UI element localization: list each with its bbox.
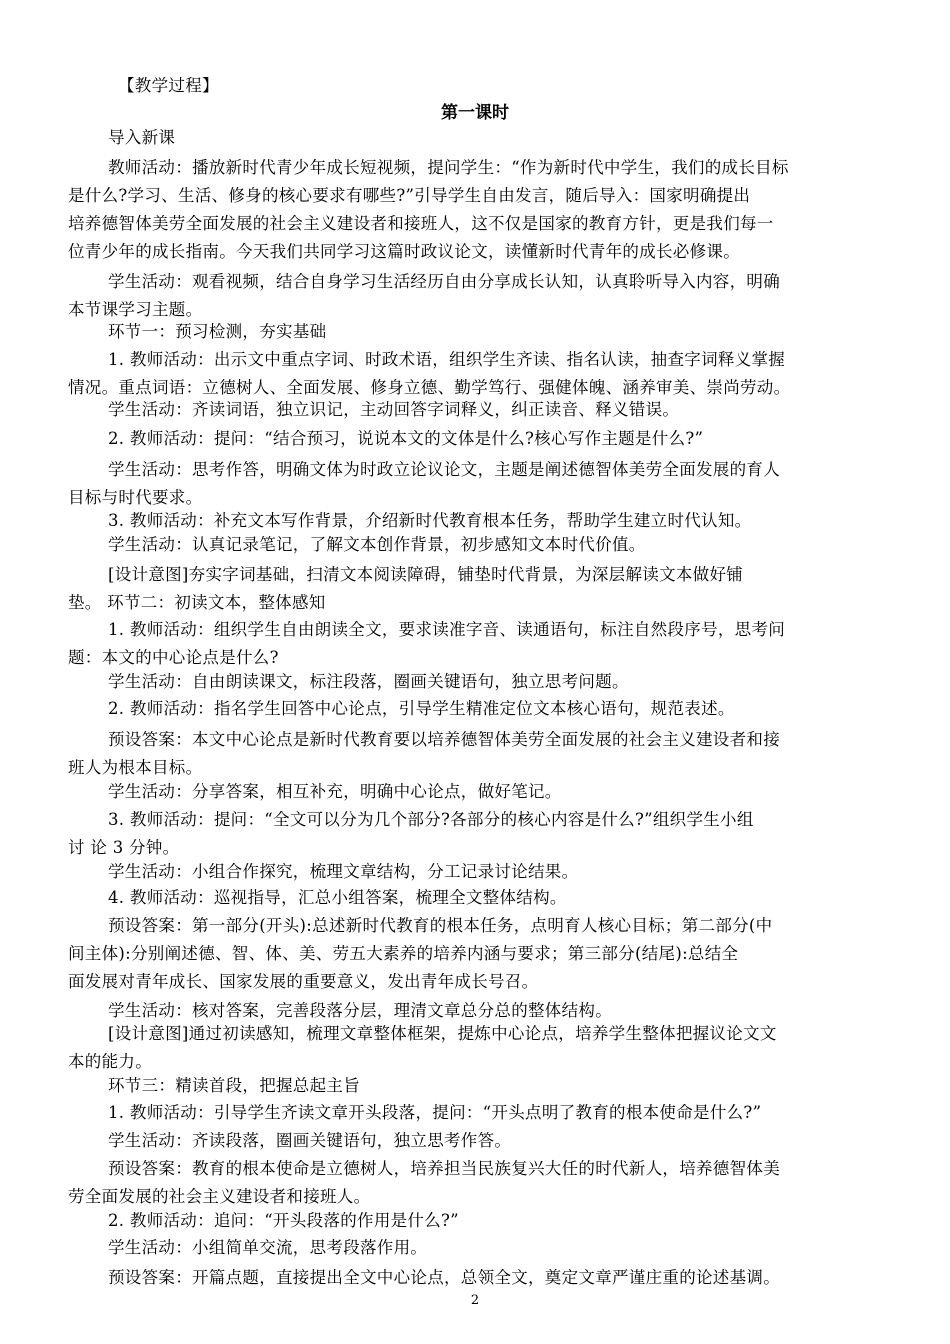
body-line: 环节一：预习检测，夯实基础: [108, 322, 327, 341]
body-line: 面发展对青年成长、国家发展的重要意义，发出青年成长号召。: [68, 972, 539, 991]
body-line: 学生活动：核对答案，完善段落分层，理清文章总分总的整体结构。: [108, 1001, 612, 1020]
body-line: 教师活动：播放新时代青少年成长短视频，提问学生：“作为新时代中学生，我们的成长目标: [108, 158, 789, 177]
body-line: 2. 教师活动：提问：“结合预习，说说本文的文体是什么?核心写作主题是什么?”: [108, 429, 704, 448]
body-line: 2. 教师活动：追问：“开头段落的作用是什么?”: [108, 1211, 459, 1230]
body-line: [设计意图]通过初读感知，梳理文章整体框架，提炼中心论点，培养学生整体把握议论文文: [108, 1024, 777, 1043]
page-number: 2: [470, 1293, 480, 1308]
body-line: 位青少年的成长指南。今天我们共同学习这篇时政议论文，读懂新时代青年的成长必修课。: [68, 242, 740, 261]
body-line: 3. 教师活动：补充文本写作背景，介绍新时代教育根本任务，帮助学生建立时代认知。: [108, 511, 752, 530]
body-line: 学生活动：自由朗读课文，标注段落，圈画关键语句，独立思考问题。: [108, 672, 629, 691]
body-line: 4. 教师活动：巡视指导，汇总小组答案，梳理全文整体结构。: [108, 888, 567, 907]
body-line: 预设答案：第一部分(开头):总述新时代教育的根本任务，点明育人核心目标；第二部分(中: [108, 916, 773, 935]
body-line: 导入新课: [108, 128, 176, 147]
body-line: 本节课学习主题。: [68, 300, 203, 319]
body-line: 1. 教师活动：组织学生自由朗读全文，要求读准字音、读通语句，标注自然段序号，思考问: [108, 620, 786, 639]
body-line: 讨 论 3 分钟。: [68, 838, 180, 857]
body-line: 是什么?学习、生活、修身的核心要求有哪些?”引导学生自由发言，随后导入：国家明确提出: [68, 186, 751, 205]
body-line: 学生活动：分享答案，相互补充，明确中心论点，做好笔记。: [108, 782, 562, 801]
body-line: 目标与时代要求。: [68, 488, 203, 507]
body-line: 学生活动：小组简单交流，思考段落作用。: [108, 1238, 428, 1257]
body-line: 1. 教师活动：引导学生齐读文章开头段落，提问：“开头点明了教育的根本使命是什么?”: [108, 1103, 762, 1122]
body-line: 预设答案：开篇点题，直接提出全文中心论点，总领全文，奠定文章严谨庄重的论述基调。: [108, 1268, 780, 1287]
body-line: 学生活动：观看视频，结合自身学习生活经历自由分享成长认知，认真聆听导入内容，明确: [108, 272, 780, 291]
body-line: 学生活动：认真记录笔记，了解文本创作背景，初步感知文本时代价值。: [108, 535, 646, 554]
body-line: 垫。 环节二：初读文本，整体感知: [68, 593, 326, 612]
body-line: [设计意图]夯实字词基础，扫清文本阅读障碍，铺垫时代背景，为深层解读文本做好铺: [108, 565, 744, 584]
body-line: 本的能力。: [68, 1052, 152, 1071]
body-line: 预设答案：教育的根本使命是立德树人，培养担当民族复兴大任的时代新人，培养德智体美: [108, 1159, 780, 1178]
body-line: 预设答案：本文中心论点是新时代教育要以培养德智体美劳全面发展的社会主义建设者和接: [108, 730, 780, 749]
body-line: 3. 教师活动：提问：“全文可以分为几个部分?各部分的核心内容是什么?”组织学生小组: [108, 810, 754, 829]
body-line: 学生活动：齐读词语，独立识记，主动回答字词释义，纠正读音、释义错误。: [108, 400, 680, 419]
lesson-title: 第一课时: [441, 103, 509, 123]
body-line: 学生活动：小组合作探究，梳理文章结构，分工记录讨论结果。: [108, 862, 579, 881]
body-line: 学生活动：齐读段落，圈画关键语句，独立思考作答。: [108, 1131, 512, 1150]
section-header: 【教学过程】: [118, 76, 219, 95]
body-line: 班人为根本目标。: [68, 758, 203, 777]
body-line: 劳全面发展的社会主义建设者和接班人。: [68, 1187, 371, 1206]
body-line: 2. 教师活动：指名学生回答中心论点，引导学生精准定位文本核心语句，规范表述。: [108, 699, 735, 718]
body-line: 题：本文的中心论点是什么?: [68, 648, 279, 667]
body-line: 学生活动：思考作答，明确文体为时政立论议论文，主题是阐述德智体美劳全面发展的育人: [108, 460, 780, 479]
body-line: 情况。重点词语：立德树人、全面发展、修身立德、勤学笃行、强健体魄、涵养审美、崇尚劳动。: [68, 378, 791, 397]
body-line: 间主体):分别阐述德、智、体、美、劳五大素养的培养内涵与要求；第三部分(结尾):总结全: [68, 944, 739, 963]
body-line: 培养德智体美劳全面发展的社会主义建设者和接班人，这不仅是国家的教育方针，更是我们每一: [68, 214, 774, 233]
body-line: 环节三：精读首段，把握总起主旨: [108, 1076, 360, 1095]
body-line: 1. 教师活动：出示文中重点字词、时政术语，组织学生齐读、指名认读，抽查字词释义掌握: [108, 350, 786, 369]
